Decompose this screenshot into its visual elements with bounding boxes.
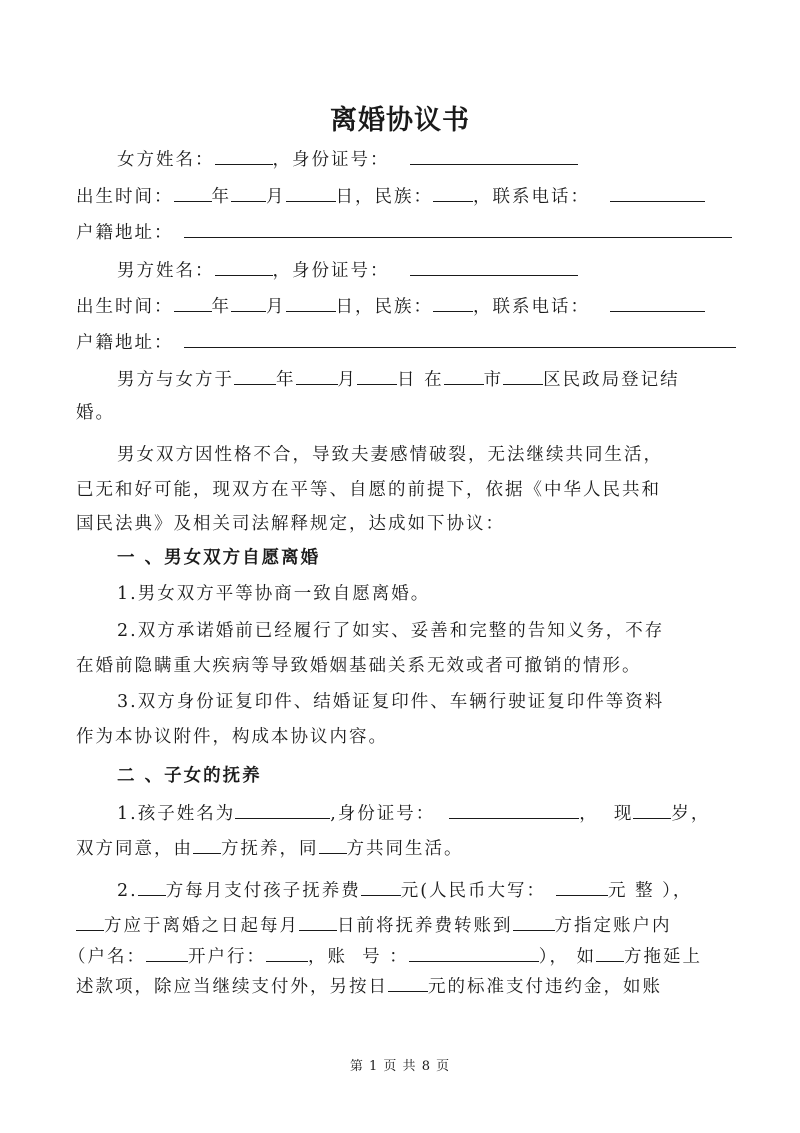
male-birth-year-blank[interactable] — [174, 293, 212, 312]
page-footer: 第 1 页 共 8 页 — [349, 1059, 451, 1074]
female-birth-line: 出生时间： 年 月 日，民族： ，联系电话： — [76, 183, 705, 209]
bank-blank[interactable] — [266, 943, 308, 962]
delay-party-blank[interactable] — [596, 943, 624, 962]
male-birth-line: 出生时间： 年 月 日，民族： ，联系电话： — [76, 293, 705, 319]
clause-line: 1.男女双方平等协商一致自愿离婚。 — [117, 584, 431, 604]
marriage-registration-line: 男方与女方于 年 月 日 在 市 区民政局登记结 — [117, 366, 680, 392]
custody-party-blank[interactable] — [193, 835, 221, 854]
male-ethnicity-blank[interactable] — [433, 293, 473, 312]
support-transfer-line: 方应于离婚之日起每月 日前将抚养费转账到 方指定账户内 — [76, 912, 672, 938]
female-phone-blank[interactable] — [610, 183, 705, 202]
clause-line: 2.双方承诺婚前已经履行了如实、妥善和完整的告知义务，不存 — [117, 621, 665, 641]
male-name-line: 男方姓名： ，身份证号： — [117, 257, 578, 283]
account-name-blank[interactable] — [146, 943, 188, 962]
female-birth-year-blank[interactable] — [174, 183, 212, 202]
transfer-day-blank[interactable] — [299, 912, 337, 931]
marriage-day-blank[interactable] — [357, 366, 397, 385]
female-birth-month-blank[interactable] — [231, 183, 266, 202]
support-amount-words-blank[interactable] — [556, 877, 608, 896]
support-line: 2. 方每月支付孩子抚养费 元(人民币大写： 元 整 ）， — [117, 877, 692, 903]
payer-party-blank[interactable] — [138, 877, 166, 896]
male-address-blank[interactable] — [184, 329, 736, 348]
child-name-line: 1.孩子姓名为 ,身份证号： ， 现 岁， — [117, 800, 710, 826]
penalty-line: 述款项，除应当继续支付外，另按日 元的标准支付违约金，如账 — [76, 973, 662, 999]
female-birth-day-blank[interactable] — [286, 183, 336, 202]
male-birth-month-blank[interactable] — [231, 293, 266, 312]
transfer-party-blank[interactable] — [76, 912, 104, 931]
female-id-blank[interactable] — [410, 146, 578, 165]
female-address-blank[interactable] — [184, 219, 732, 238]
male-id-blank[interactable] — [410, 257, 578, 276]
child-name-blank[interactable] — [235, 800, 330, 819]
male-address-line: 户籍地址： — [76, 329, 736, 355]
male-name-blank[interactable] — [215, 257, 273, 276]
female-address-line: 户籍地址： — [76, 219, 732, 245]
recipient-party-blank[interactable] — [513, 912, 555, 931]
paragraph-line: 男女双方因性格不合，导致夫妻感情破裂，无法继续共同生活， — [117, 445, 663, 465]
marriage-city-blank[interactable] — [444, 366, 484, 385]
custody-line: 双方同意，由 方抚养，同 方共同生活。 — [76, 835, 464, 861]
marriage-district-blank[interactable] — [503, 366, 543, 385]
support-amount-blank[interactable] — [361, 877, 401, 896]
cohabit-party-blank[interactable] — [319, 835, 347, 854]
marriage-month-blank[interactable] — [296, 366, 338, 385]
clause-line: 作为本协议附件，构成本协议内容。 — [76, 727, 388, 747]
paragraph-line: 婚。 — [76, 403, 115, 423]
marriage-year-blank[interactable] — [234, 366, 276, 385]
clause-line: 在婚前隐瞒重大疾病等导致婚姻基础关系无效或者可撤销的情形。 — [76, 656, 642, 676]
section-heading-1: 一 、男女双方自愿离婚 — [117, 548, 321, 568]
paragraph-line: 国民法典》及相关司法解释规定，达成如下协议： — [76, 514, 505, 534]
paragraph-line: 已无和好可能，现双方在平等、自愿的前提下，依据《中华人民共和 — [76, 480, 661, 500]
male-birth-day-blank[interactable] — [286, 293, 336, 312]
female-name-line: 女方姓名： ，身份证号： — [117, 146, 578, 172]
section-heading-2: 二 、子女的抚养 — [117, 766, 262, 786]
child-age-blank[interactable] — [633, 800, 671, 819]
document-title: 离婚协议书 — [330, 105, 470, 136]
male-phone-blank[interactable] — [610, 293, 705, 312]
penalty-amount-blank[interactable] — [388, 973, 428, 992]
female-name-blank[interactable] — [215, 146, 273, 165]
female-ethnicity-blank[interactable] — [433, 183, 473, 202]
clause-line: 3.双方身份证复印件、结婚证复印件、车辆行驶证复印件等资料 — [117, 692, 665, 712]
account-line: （户名： 开户行： ，账 号 ： ）， 如 方拖延上 — [68, 943, 702, 969]
account-number-blank[interactable] — [409, 943, 539, 962]
child-id-blank[interactable] — [449, 800, 579, 819]
